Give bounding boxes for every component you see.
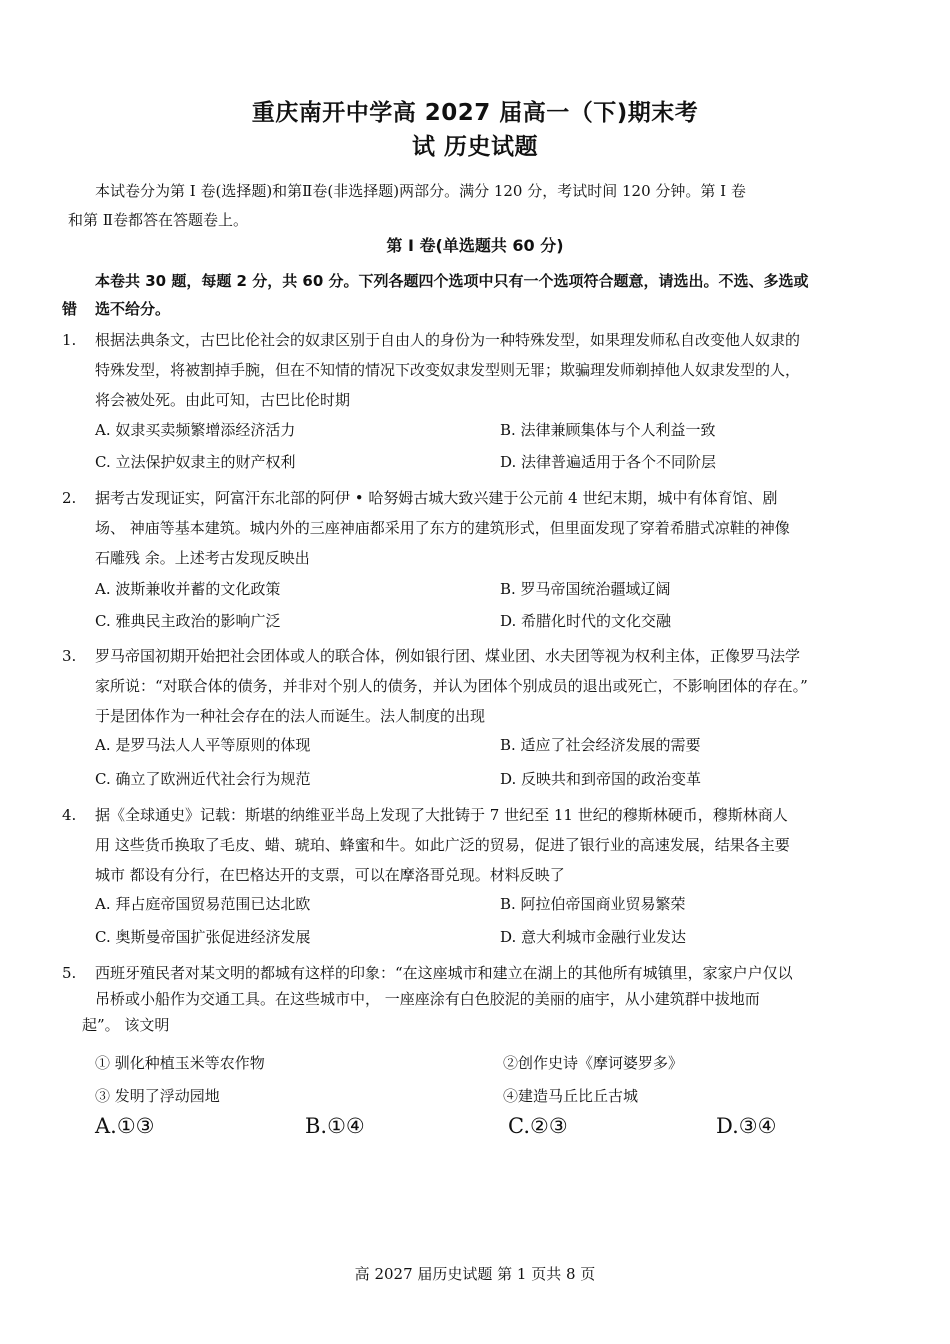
question-text-line: 西班牙殖民者对某文明的都城有这样的印象：“在这座城市和建立在湖上的其他所有城镇里，家家户户仅以 [95,964,793,982]
option-c[interactable]: C. 立法保护奴隶主的财产权利 [95,453,296,471]
question-text-line: 于是团体作为一种社会存在的法人而诞生。法人制度的出现 [95,707,486,725]
page-footer: 高 2027 届历史试题 第 1 页共 8 页 [354,1265,596,1283]
question-text-line: 用 这些货币换取了毛皮、蜡、琥珀、蜂蜜和牛。如此广泛的贸易，促进了银行业的高速发展，结果各主要 [95,836,790,854]
question-text-line: 据考古发现证实，阿富汗东北部的阿伊 • 哈努姆古城大致兴建于公元前 4 世纪末期，城中有体育馆、剧 [95,489,778,507]
question-text-line: 罗马帝国初期开始把社会团体或人的联合体，例如银行团、煤业团、水夫团等视为权利主体，正像罗马法学 [95,647,801,665]
option-d[interactable]: D. 反映共和到帝国的政治变革 [500,770,702,788]
option-d[interactable]: D. 希腊化时代的文化交融 [500,612,672,630]
option-a[interactable]: A. 奴隶买卖频繁增添经济活力 [95,421,296,439]
question-text-line: 将会被处死。由此可知，古巴比伦时期 [95,391,351,409]
statement-3: ③ 发明了浮动园地 [95,1087,220,1105]
question-number: 2. [62,489,77,507]
instruction-line1: 本卷共 30 题，每题 2 分，共 60 分。下列各题四个选项中只有一个选项符合题意，请选出。不选、多选或 [95,272,809,290]
question-text-line: 吊桥或小船作为交通工具。在这些城市中， 一座座涂有白色胶泥的美丽的庙宇，从小建筑群中拔地而 [95,990,760,1008]
question-text-line: 石雕残 余。上述考古发现反映出 [95,549,310,567]
option-d[interactable]: D. 意大利城市金融行业发达 [500,928,687,946]
option-c[interactable]: C. 雅典民主政治的影响广泛 [95,612,281,630]
question-text-line: 根据法典条文，古巴比伦社会的奴隶区别于自由人的身份为一种特殊发型，如果理发师私自改变他人奴隶的 [95,331,801,349]
option-d[interactable]: D.③④ [716,1114,777,1138]
question-number: 5. [62,964,77,982]
option-c[interactable]: C. 奥斯曼帝国扩张促进经济发展 [95,928,311,946]
intro-line2: 和第 Ⅱ卷都答在答题卷上。 [68,211,248,229]
question-text-line: 据《全球通史》记载：斯堪的纳维亚半岛上发现了大批铸于 7 世纪至 11 世纪的穆斯林硬币，穆斯林商人 [95,806,788,824]
instruction-line2-prefix: 错 [62,300,78,318]
option-b[interactable]: B.①④ [305,1114,365,1138]
page-title-line1: 重庆南开中学高 2027 届高一（下)期末考 [251,100,699,126]
question-text-line: 家所说：“对联合体的债务，并非对个别人的债务，并认为团体个别成员的退出或死亡，不影响团体的存在。” [95,677,808,695]
option-b[interactable]: B. 适应了社会经济发展的需要 [500,736,701,754]
option-b[interactable]: B. 阿拉伯帝国商业贸易繁荣 [500,895,686,913]
option-c[interactable]: C. 确立了欧洲近代社会行为规范 [95,770,311,788]
option-a[interactable]: A.①③ [95,1114,155,1138]
statement-4: ④建造马丘比丘古城 [503,1087,639,1105]
option-c[interactable]: C.②③ [508,1114,568,1138]
instruction-line2: 选不给分。 [95,300,171,318]
intro-line1: 本试卷分为第 I 卷(选择题)和第Ⅱ卷(非选择题)两部分。满分 120 分，考试时间 120 分钟。第 I 卷 [95,182,746,200]
option-a[interactable]: A. 是罗马法人人平等原则的体现 [95,736,311,754]
option-b[interactable]: B. 法律兼顾集体与个人利益一致 [500,421,716,439]
statement-1: ① 驯化种植玉米等农作物 [95,1054,265,1072]
question-number: 3. [62,647,77,665]
page-title-line2: 试 历史试题 [411,134,538,160]
section-heading: 第 I 卷(单选题共 60 分) [386,236,564,255]
option-a[interactable]: A. 拜占庭帝国贸易范围已达北欧 [95,895,311,913]
question-text-line: 场、 神庙等基本建筑。城内外的三座神庙都采用了东方的建筑形式，但里面发现了穿着希腊式凉鞋的神像 [95,519,790,537]
question-number: 1. [62,331,77,349]
option-a[interactable]: A. 波斯兼收并蓄的文化政策 [95,580,281,598]
option-d[interactable]: D. 法律普遍适用于各个不同阶层 [500,453,717,471]
option-b[interactable]: B. 罗马帝国统治疆域辽阔 [500,580,671,598]
question-text-line: 特殊发型，将被割掉手腕，但在不知情的情况下改变奴隶发型则无罪；欺骗理发师剃掉他人奴隶发型的人， [95,361,801,379]
question-text-line: 城市 都设有分行，在巴格达开的支票，可以在摩洛哥兑现。材料反映了 [95,866,565,884]
question-text-line: 起”。 该文明 [82,1016,170,1034]
question-number: 4. [62,806,77,824]
statement-2: ②创作史诗《摩诃婆罗多》 [503,1054,684,1072]
